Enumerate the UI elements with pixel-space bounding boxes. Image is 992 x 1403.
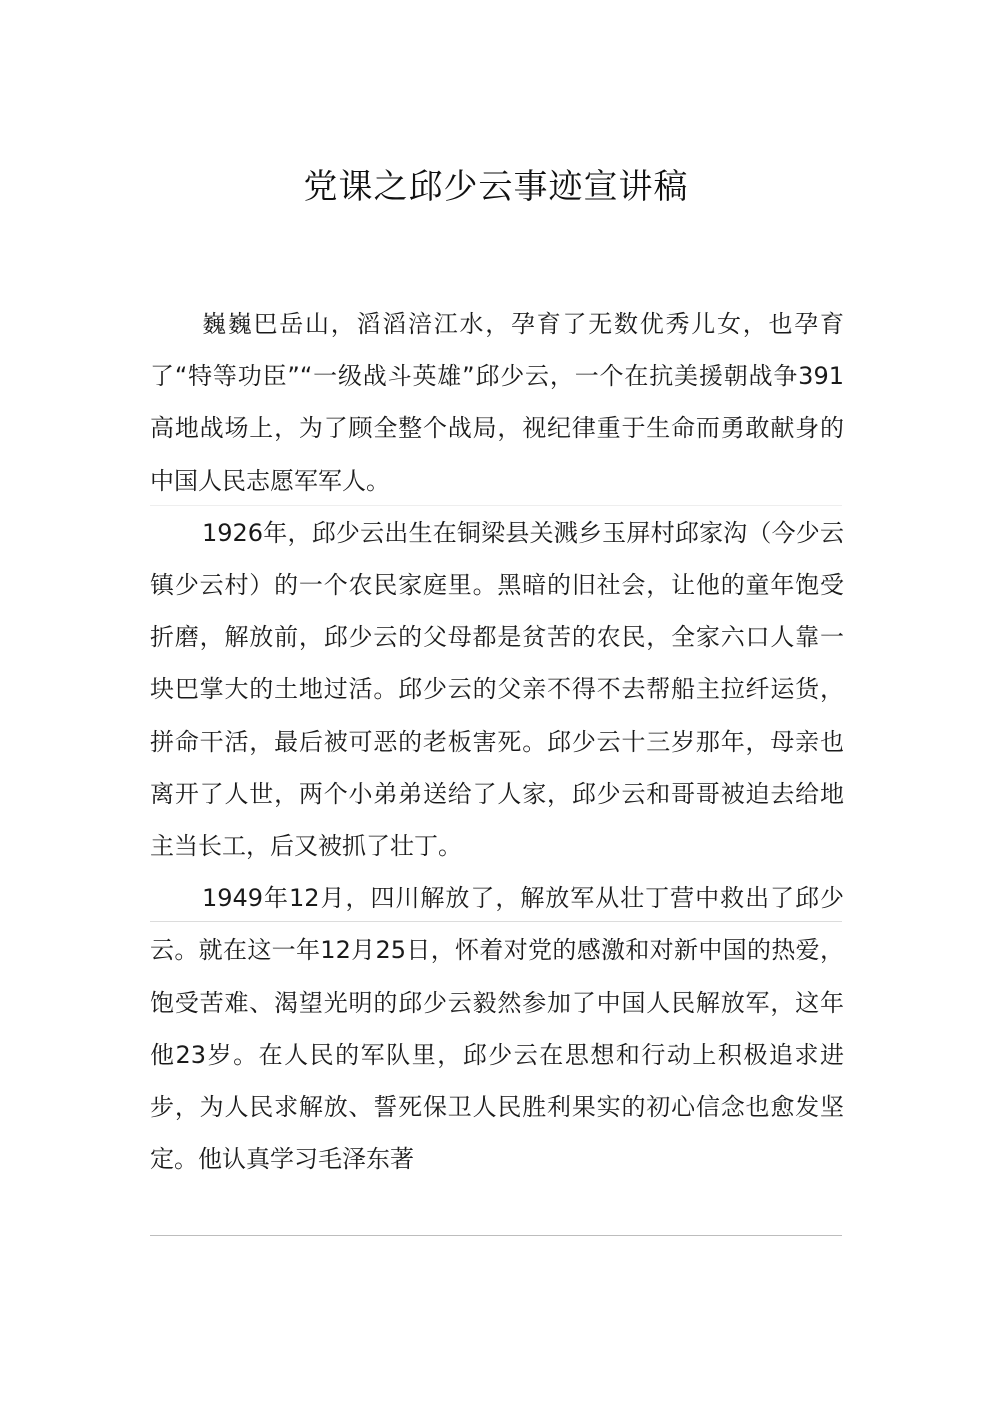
paragraph-3: 1949年12月，四川解放了，解放军从壮丁营中救出了邱少云。就在这一年12月25日，怀着对党的感激和对新中国的热爱，饱受苦难、渴望光明的邱少云毅然参加了中国人民解放军，这年他23岁。在人民的军队里，邱少云在思想和行动上积极追求进步，为人民求解放、誓死保卫人民胜利果实的初心信念也愈发坚定。他认真学习毛泽东著 bbox=[150, 884, 844, 1174]
bottom-rule bbox=[150, 1235, 842, 1236]
document-title: 党课之邱少云事迹宣讲稿 bbox=[303, 167, 689, 207]
document-body bbox=[150, 298, 844, 1185]
divider-line bbox=[150, 505, 842, 506]
paragraph-1: 巍巍巴岳山，滔滔涪江水，孕育了无数优秀儿女，也孕育了“特等功臣”“一级战斗英雄”邱少云，一个在抗美援朝战争391高地战场上，为了顾全整个战局，视纪律重于生命而勇敢献身的中国人民志愿军军人。 bbox=[150, 310, 844, 495]
divider-line bbox=[150, 921, 842, 922]
paragraph-2: 1926年，邱少云出生在铜梁县关溅乡玉屏村邱家沟（今少云镇少云村）的一个农民家庭里。黑暗的旧社会，让他的童年饱受折磨，解放前，邱少云的父母都是贫苦的农民，全家六口人靠一块巴掌大的土地过活。邱少云的父亲不得不去帮船主拉纤运货，拼命干活，最后被可恶的老板害死。邱少云十三岁那年，母亲也离开了人世，两个小弟弟送给了人家，邱少云和哥哥被迫去给地主当长工，后又被抓了壮丁。 bbox=[150, 518, 844, 861]
